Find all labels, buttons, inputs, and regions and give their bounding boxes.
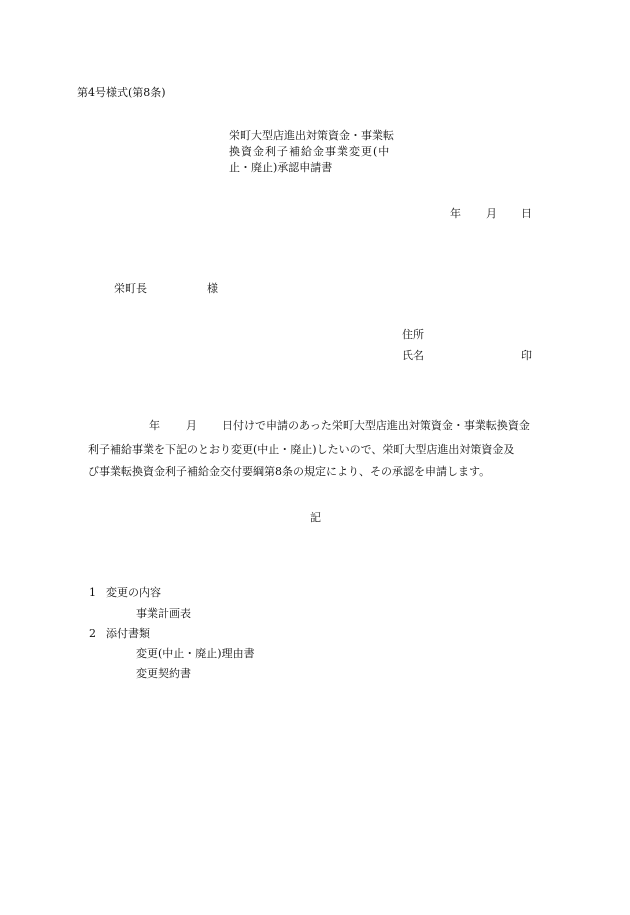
form-number: 第4号様式(第8条) bbox=[77, 86, 166, 99]
name-label: 氏名 bbox=[402, 349, 424, 362]
address-label: 住所 bbox=[402, 328, 424, 341]
title-line-3: 止・廃止)承認申請書 bbox=[229, 161, 333, 174]
item-1-sub: 事業計画表 bbox=[136, 607, 191, 620]
item-2-sub-2: 変更契約書 bbox=[136, 667, 191, 680]
ki-heading: 記 bbox=[310, 511, 321, 524]
item-2-sub-1: 変更(中止・廃止)理由書 bbox=[136, 647, 255, 660]
date-day: 日 bbox=[521, 207, 532, 220]
addressee-name: 栄町長 bbox=[114, 282, 147, 295]
addressee-honorific: 様 bbox=[207, 282, 218, 295]
body-line-1: 日付けで申請のあった栄町大型店進出対策資金・事業転換資金 bbox=[222, 419, 530, 432]
seal-mark: 印 bbox=[521, 349, 532, 362]
date-month: 月 bbox=[486, 207, 497, 220]
body-line-3: び事業転換資金利子補給金交付要綱第8条の規定により、その承認を申請します。 bbox=[88, 465, 491, 478]
item-2-number: 2 bbox=[89, 627, 96, 640]
date-year: 年 bbox=[450, 207, 461, 220]
item-1-number: 1 bbox=[89, 586, 96, 599]
body-line-2: 利子補給事業を下記のとおり変更(中止・廃止)したいので、栄町大型店進出対策資金及 bbox=[88, 443, 515, 456]
body-month: 月 bbox=[186, 419, 197, 432]
body-year: 年 bbox=[149, 419, 160, 432]
title-line-1: 栄町大型店進出対策資金・事業転 bbox=[229, 129, 394, 142]
item-2-label: 添付書類 bbox=[106, 627, 150, 640]
title-line-2: 換資金利子補給金事業変更(中 bbox=[229, 145, 391, 158]
item-1-label: 変更の内容 bbox=[106, 586, 161, 599]
